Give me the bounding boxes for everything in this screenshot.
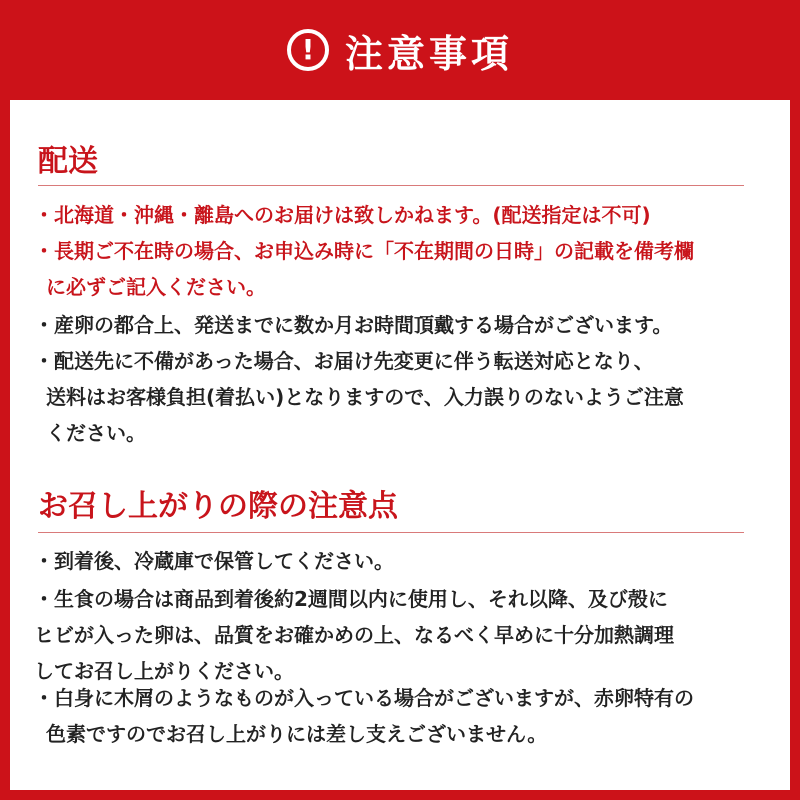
- eating-item-2: [34, 581, 674, 689]
- page-title: 注意事項: [344, 31, 513, 76]
- header-bar: [0, 0, 800, 100]
- eating-item-3-line-1: ・白身に木屑のようなものが入っている場合がございますが、赤卵特有の: [34, 686, 694, 710]
- eating-divider: [38, 532, 744, 533]
- eating-item-2-line-2: ヒビが入った卵は、品質をお確かめの上、なるべく早めに十分加熱調理: [34, 623, 674, 647]
- eating-item-1-line-1: ・到着後、冷蔵庫で保管してください。: [34, 549, 394, 573]
- shipping-item-1: [34, 197, 651, 233]
- shipping-item-3: [34, 307, 672, 343]
- shipping-item-4-line-2: 送料はお客様負担(着払い)となりますので、入力誤りのないようご注意: [46, 385, 684, 409]
- eating-item-3-line-2: 色素ですのでお召し上がりには差し支えございません。: [46, 722, 548, 746]
- shipping-item-3-line-1: ・産卵の都合上、発送までに数か月お時間頂戴する場合がございます。: [34, 313, 673, 337]
- shipping-item-2-line-1: ・長期ご不在時の場合、お申込み時に「不在期間の日時」の記載を備考欄: [34, 239, 694, 263]
- shipping-item-4-line-1: ・配送先に不備があった場合、お届け先変更に伴う転送対応となり、: [34, 349, 654, 373]
- eating-item-2-line-3: してお召し上がりください。: [34, 659, 294, 683]
- shipping-divider: [38, 185, 744, 186]
- exclamation-circle-icon: !: [287, 29, 329, 71]
- eating-item-2-line-1: ・生食の場合は商品到着後約2週間以内に使用し、それ以降、及び殻に: [34, 587, 668, 611]
- shipping-item-1-line-1: ・北海道・沖縄・離島へのお届けは致しかねます。(配送指定は不可): [34, 203, 651, 227]
- eating-item-3: [34, 680, 694, 752]
- shipping-section-title: 配送: [38, 144, 98, 179]
- eating-section-title: お召し上がりの際の注意点: [38, 489, 398, 524]
- header-content: [287, 23, 513, 78]
- shipping-item-2-line-2: に必ずご記入ください。: [46, 275, 266, 299]
- eating-item-1: [34, 543, 394, 579]
- shipping-item-4: [34, 343, 684, 451]
- shipping-item-2: [34, 233, 694, 305]
- shipping-item-4-line-3: ください。: [46, 421, 146, 445]
- notice-panel: [10, 100, 790, 790]
